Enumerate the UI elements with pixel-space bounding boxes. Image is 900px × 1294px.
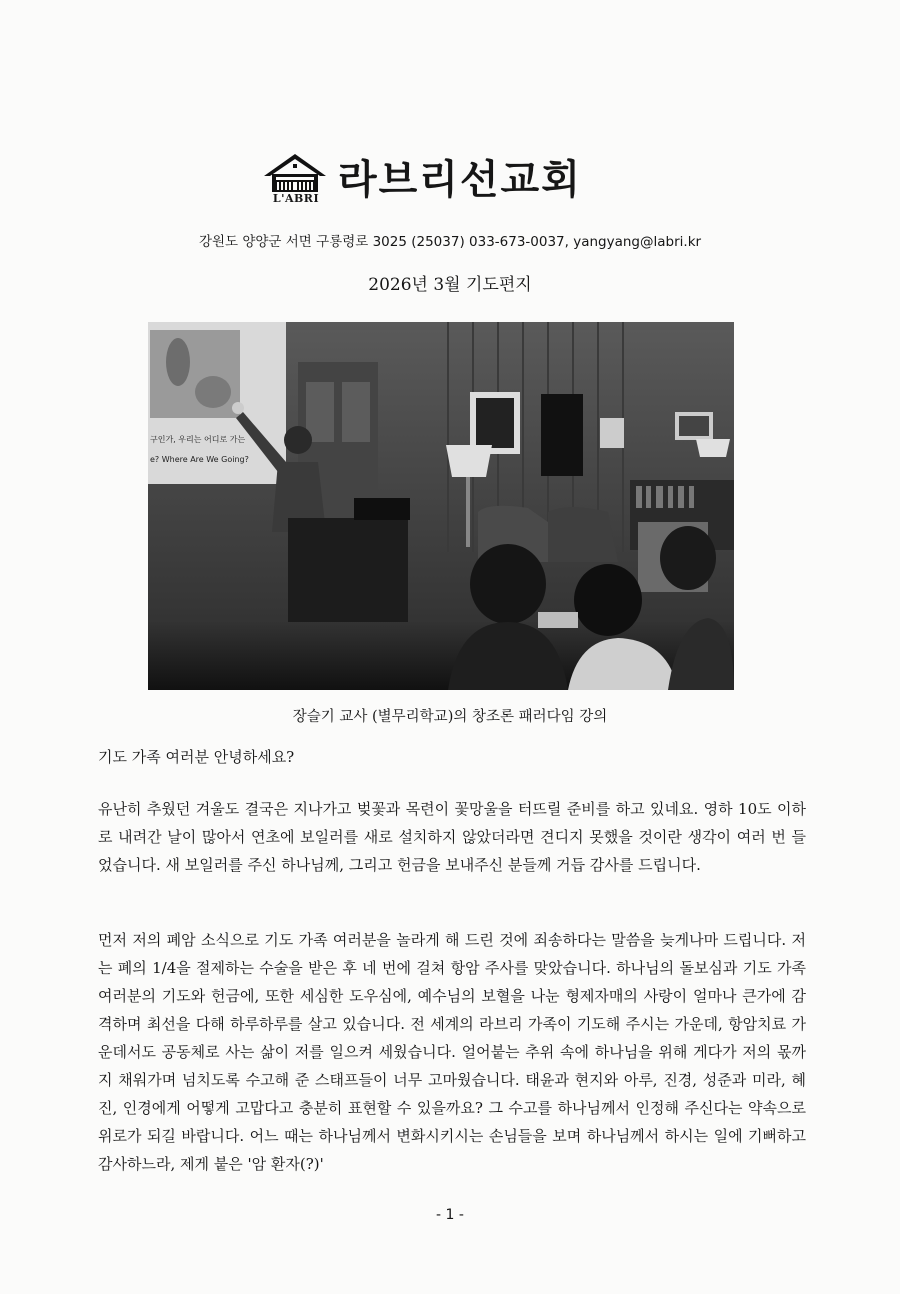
contact-address: 강원도 양양군 서면 구룡령로 3025 (25037) 033-673-0037, yangyang@labri.kr	[198, 234, 702, 250]
page-number: - 1 -	[436, 1207, 464, 1223]
greeting: 기도 가족 여러분 안녕하세요?	[98, 748, 295, 766]
logo-latin-text: L'ABRI	[272, 192, 320, 205]
slide-text-en: e? Where Are We Going?	[150, 455, 249, 464]
body-paragraph: 유난히 추웠던 겨울도 결국은 지나가고 벚꽃과 목련이 꽃망울을 터뜨릴 준비를 하고 있네요. 영하 10도 이하로 내려간 날이 많아서 연초에 보일러를 새로 설치하지 않았더라면 견디지 못했을 것이란 생각이 여러 번 들었습니다. 새 보일러를 주신 하나님께, 그리고 헌금을 보내주신 분들께 거듭 감사를 드립니다.	[98, 800, 806, 874]
labri-logo	[262, 152, 622, 212]
lecture-photo	[148, 322, 734, 690]
photo-caption: 장슬기 교사 (별무리학교)의 창조론 패러다임 강의	[292, 709, 608, 725]
organization-name: 라브리선교회	[338, 156, 582, 203]
letter-title: 2026년 3월 기도편지	[368, 275, 532, 295]
body-paragraph: 먼저 저의 폐암 소식으로 기도 가족 여러분을 놀라게 해 드린 것에 죄송하다는 말씀을 늦게나마 드립니다. 저는 폐의 1/4을 절제하는 수술을 받은 후 네 번에 걸쳐 항암 주사를 맞았습니다. 하나님의 돌보심과 기도 가족 여러분의 기도와 헌금에, 또한 세심한 도우심에, 예수님의 보혈을 나눈 형제자매의 사랑이 얼마나 큰가에 감격하며 최선을 다해 하루하루를 살고 있습니다. 전 세계의 라브리 가족이 기도해 주시는 가운데, 항암치료 가운데서도 공동체로 사는 삶이 저를 일으켜 세웠습니다. 얼어붙는 추위 속에 하나님을 위해 게다가 저의 몫까지 채워가며 넘치도록 수고해 준 스태프들이 너무 고마웠습니다. 태윤과 현지와 아루, 진경, 성준과 미라, 혜진, 인경에게 어떻게 고맙다고 충분히 표현할 수 있을까요? 그 수고를 하나님께서 인정해 주신다는 약속으로 위로가 되길 바랍니다. 어느 때는 하나님께서 변화시키시는 손님들을 보며 하나님께서 하시는 일에 기뻐하고 감사하느라, 제게 붙은 '암 환자(?)'	[98, 931, 806, 1173]
slide-text-ko: 구인가, 우리는 어디로 가는	[150, 435, 246, 444]
